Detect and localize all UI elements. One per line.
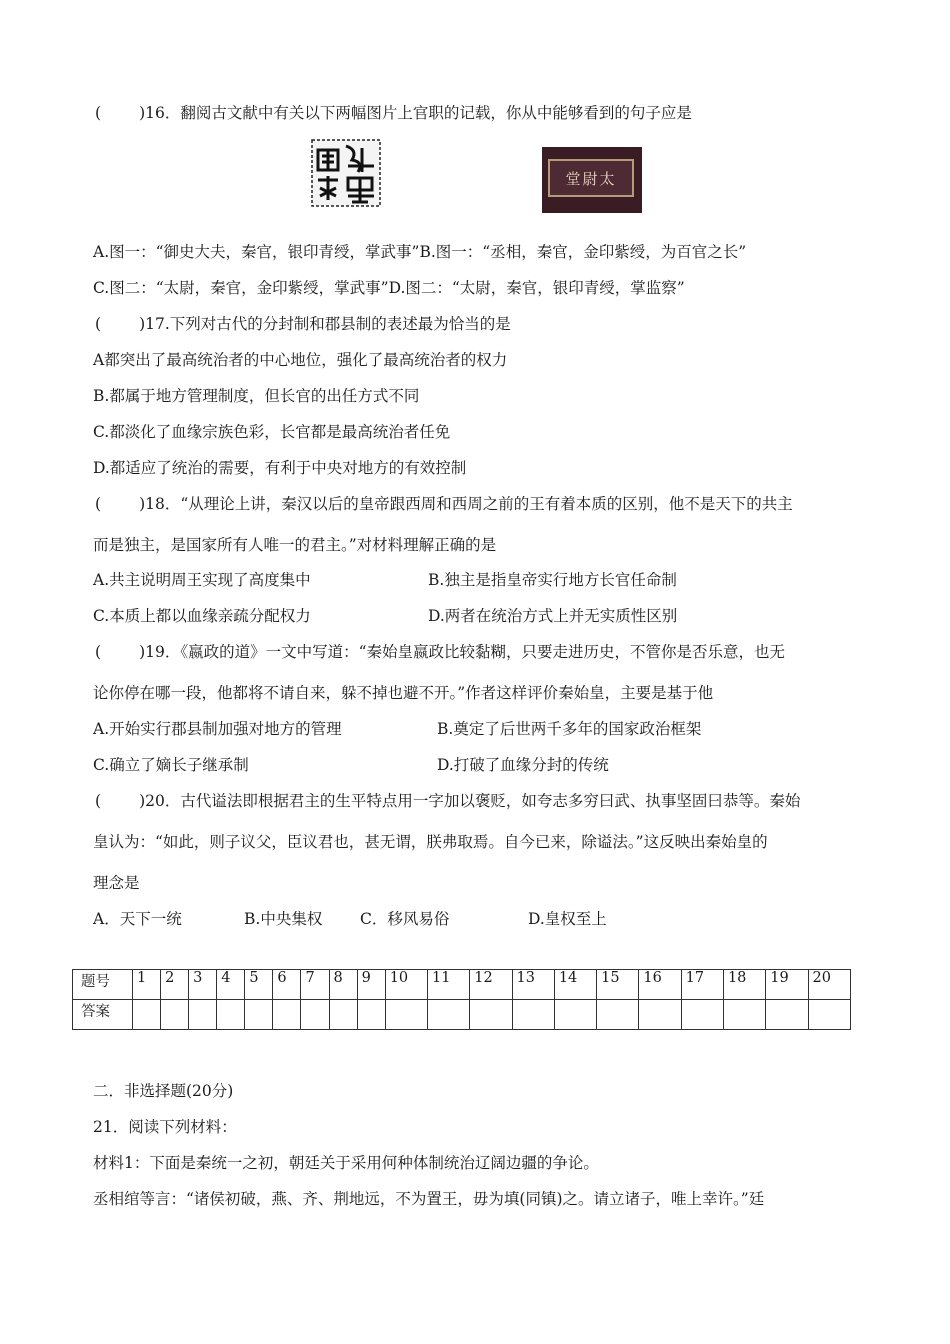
plaque-frame [548, 159, 634, 197]
number-cell: 5 [245, 970, 273, 1000]
answer-cell[interactable] [385, 1000, 427, 1030]
q16-options-ab: A.图一：“御史大夫，秦官，银印青绶，掌武事”B.图一：“丞相，秦官，金印紫绶，为百官之长” [93, 243, 747, 261]
section2-title: 二．非选择题(20分) [93, 1082, 234, 1100]
number-cell: 20 [808, 970, 850, 1000]
q21-title: 21．阅读下列材料： [93, 1118, 237, 1136]
number-cell: 6 [273, 970, 301, 1000]
answer-cell[interactable] [512, 1000, 554, 1030]
answer-cell[interactable] [766, 1000, 808, 1030]
answer-cell[interactable] [723, 1000, 765, 1030]
q19-option-b: B.奠定了后世两千多年的国家政治框架 [437, 720, 702, 738]
q20-stem-line3: 理念是 [93, 874, 140, 892]
q20-stem-line2: 皇认为：“如此，则子议父，臣议君也，甚无谓，朕弗取焉。自今已来，除谥法。”这反映出秦始皇的 [93, 833, 768, 851]
q17-option-d: D.都适应了统治的需要，有利于中央对地方的有效控制 [93, 459, 467, 477]
number-cell: 1 [133, 970, 161, 1000]
q20-option-a: A．天下一统 [93, 910, 182, 928]
answer-cell[interactable] [189, 1000, 217, 1030]
q20-option-d: D.皇权至上 [528, 910, 607, 928]
q19-option-d: D.打破了血缘分封的传统 [437, 756, 609, 774]
q18-option-c: C.本质上都以血缘亲疏分配权力 [93, 607, 311, 625]
seal-image [308, 136, 384, 210]
q17-option-c: C.都淡化了血缘宗族色彩，长官都是最高统治者任免 [93, 423, 451, 441]
number-cell: 4 [217, 970, 245, 1000]
answer-cell[interactable] [427, 1000, 469, 1030]
answer-table-answer-row [73, 1000, 851, 1030]
answer-cell[interactable] [329, 1000, 357, 1030]
q17-stem: ( )17.下列对古代的分封制和郡县制的表述最为恰当的是 [95, 315, 511, 333]
number-cell: 13 [512, 970, 554, 1000]
answer-table [72, 969, 851, 1030]
plaque-image [542, 147, 642, 213]
seal-icon [308, 136, 384, 210]
answer-cell[interactable] [301, 1000, 329, 1030]
answer-cell[interactable] [554, 1000, 596, 1030]
number-cell: 9 [357, 970, 385, 1000]
number-cell: 16 [639, 970, 681, 1000]
q20-option-b: B.中央集权 [244, 910, 323, 928]
answer-cell[interactable] [357, 1000, 385, 1030]
answer-cell[interactable] [273, 1000, 301, 1030]
number-cell: 2 [161, 970, 189, 1000]
q19-option-a: A.开始实行郡县制加强对地方的管理 [93, 720, 342, 738]
material1-quote: 丞相绾等言：“诸侯初破，燕、齐、荆地远，不为置王，毋为填(同镇)之。请立诸子，唯上幸许。”廷 [93, 1190, 765, 1208]
number-cell: 15 [597, 970, 639, 1000]
number-cell: 10 [385, 970, 427, 1000]
plaque-text: 堂尉太 [565, 169, 617, 188]
answer-cell[interactable] [597, 1000, 639, 1030]
q18-stem-line1: ( )18．“从理论上讲，秦汉以后的皇帝跟西周和西周之前的王有着本质的区别，他不是天下的共主 [95, 495, 793, 513]
number-cell: 19 [766, 970, 808, 1000]
number-cell: 7 [301, 970, 329, 1000]
answer-table-number-row [73, 970, 851, 1000]
answer-cell[interactable] [808, 1000, 850, 1030]
q16-stem: ( )16．翻阅古文献中有关以下两幅图片上官职的记载，你从中能够看到的句子应是 [95, 104, 692, 122]
q16-options-cd: C.图二：“太尉，秦官，金印紫绶，掌武事”D.图二：“太尉，秦官，银印青绶，掌监察” [93, 279, 685, 297]
number-cell: 8 [329, 970, 357, 1000]
q20-stem-line1: ( )20．古代谥法即根据君主的生平特点用一字加以褒贬，如夸志多穷曰武、执事坚固曰恭等。秦始 [95, 792, 801, 810]
answer-cell[interactable] [161, 1000, 189, 1030]
q17-option-a: A都突出了最高统治者的中心地位，强化了最高统治者的权力 [93, 351, 508, 369]
row-label-answer: 答案 [73, 1000, 133, 1030]
answer-cell[interactable] [470, 1000, 512, 1030]
answer-cell[interactable] [133, 1000, 161, 1030]
q19-option-c: C.确立了嫡长子继承制 [93, 756, 249, 774]
number-cell: 11 [427, 970, 469, 1000]
answer-cell[interactable] [639, 1000, 681, 1030]
number-cell: 12 [470, 970, 512, 1000]
answer-cell[interactable] [245, 1000, 273, 1030]
q18-option-b: B.独主是指皇帝实行地方长官任命制 [428, 571, 677, 589]
q18-option-a: A.共主说明周王实现了高度集中 [93, 571, 311, 589]
number-cell: 18 [723, 970, 765, 1000]
q20-option-c: C．移风易俗 [360, 910, 450, 928]
number-cell: 3 [189, 970, 217, 1000]
material1-intro: 材料1：下面是秦统一之初，朝廷关于采用何种体制统治辽阔边疆的争论。 [93, 1154, 599, 1172]
row-label-number: 题号 [73, 970, 133, 1000]
q17-option-b: B.都属于地方管理制度，但长官的出任方式不同 [93, 387, 420, 405]
q18-stem-line2: 而是独主，是国家所有人唯一的君主。”对材料理解正确的是 [93, 536, 497, 554]
number-cell: 17 [681, 970, 723, 1000]
q18-option-d: D.两者在统治方式上并无实质性区别 [428, 607, 678, 625]
q19-stem-line1: ( )19．《嬴政的道》一文中写道：“秦始皇嬴政比较黏糊，只要走进历史，不管你是否乐意，也无 [95, 643, 786, 661]
answer-cell[interactable] [681, 1000, 723, 1030]
number-cell: 14 [554, 970, 596, 1000]
q19-stem-line2: 论你停在哪一段，他都将不请自来，躲不掉也避不开。”作者这样评价秦始皇，主要是基于他 [93, 684, 714, 702]
answer-cell[interactable] [217, 1000, 245, 1030]
